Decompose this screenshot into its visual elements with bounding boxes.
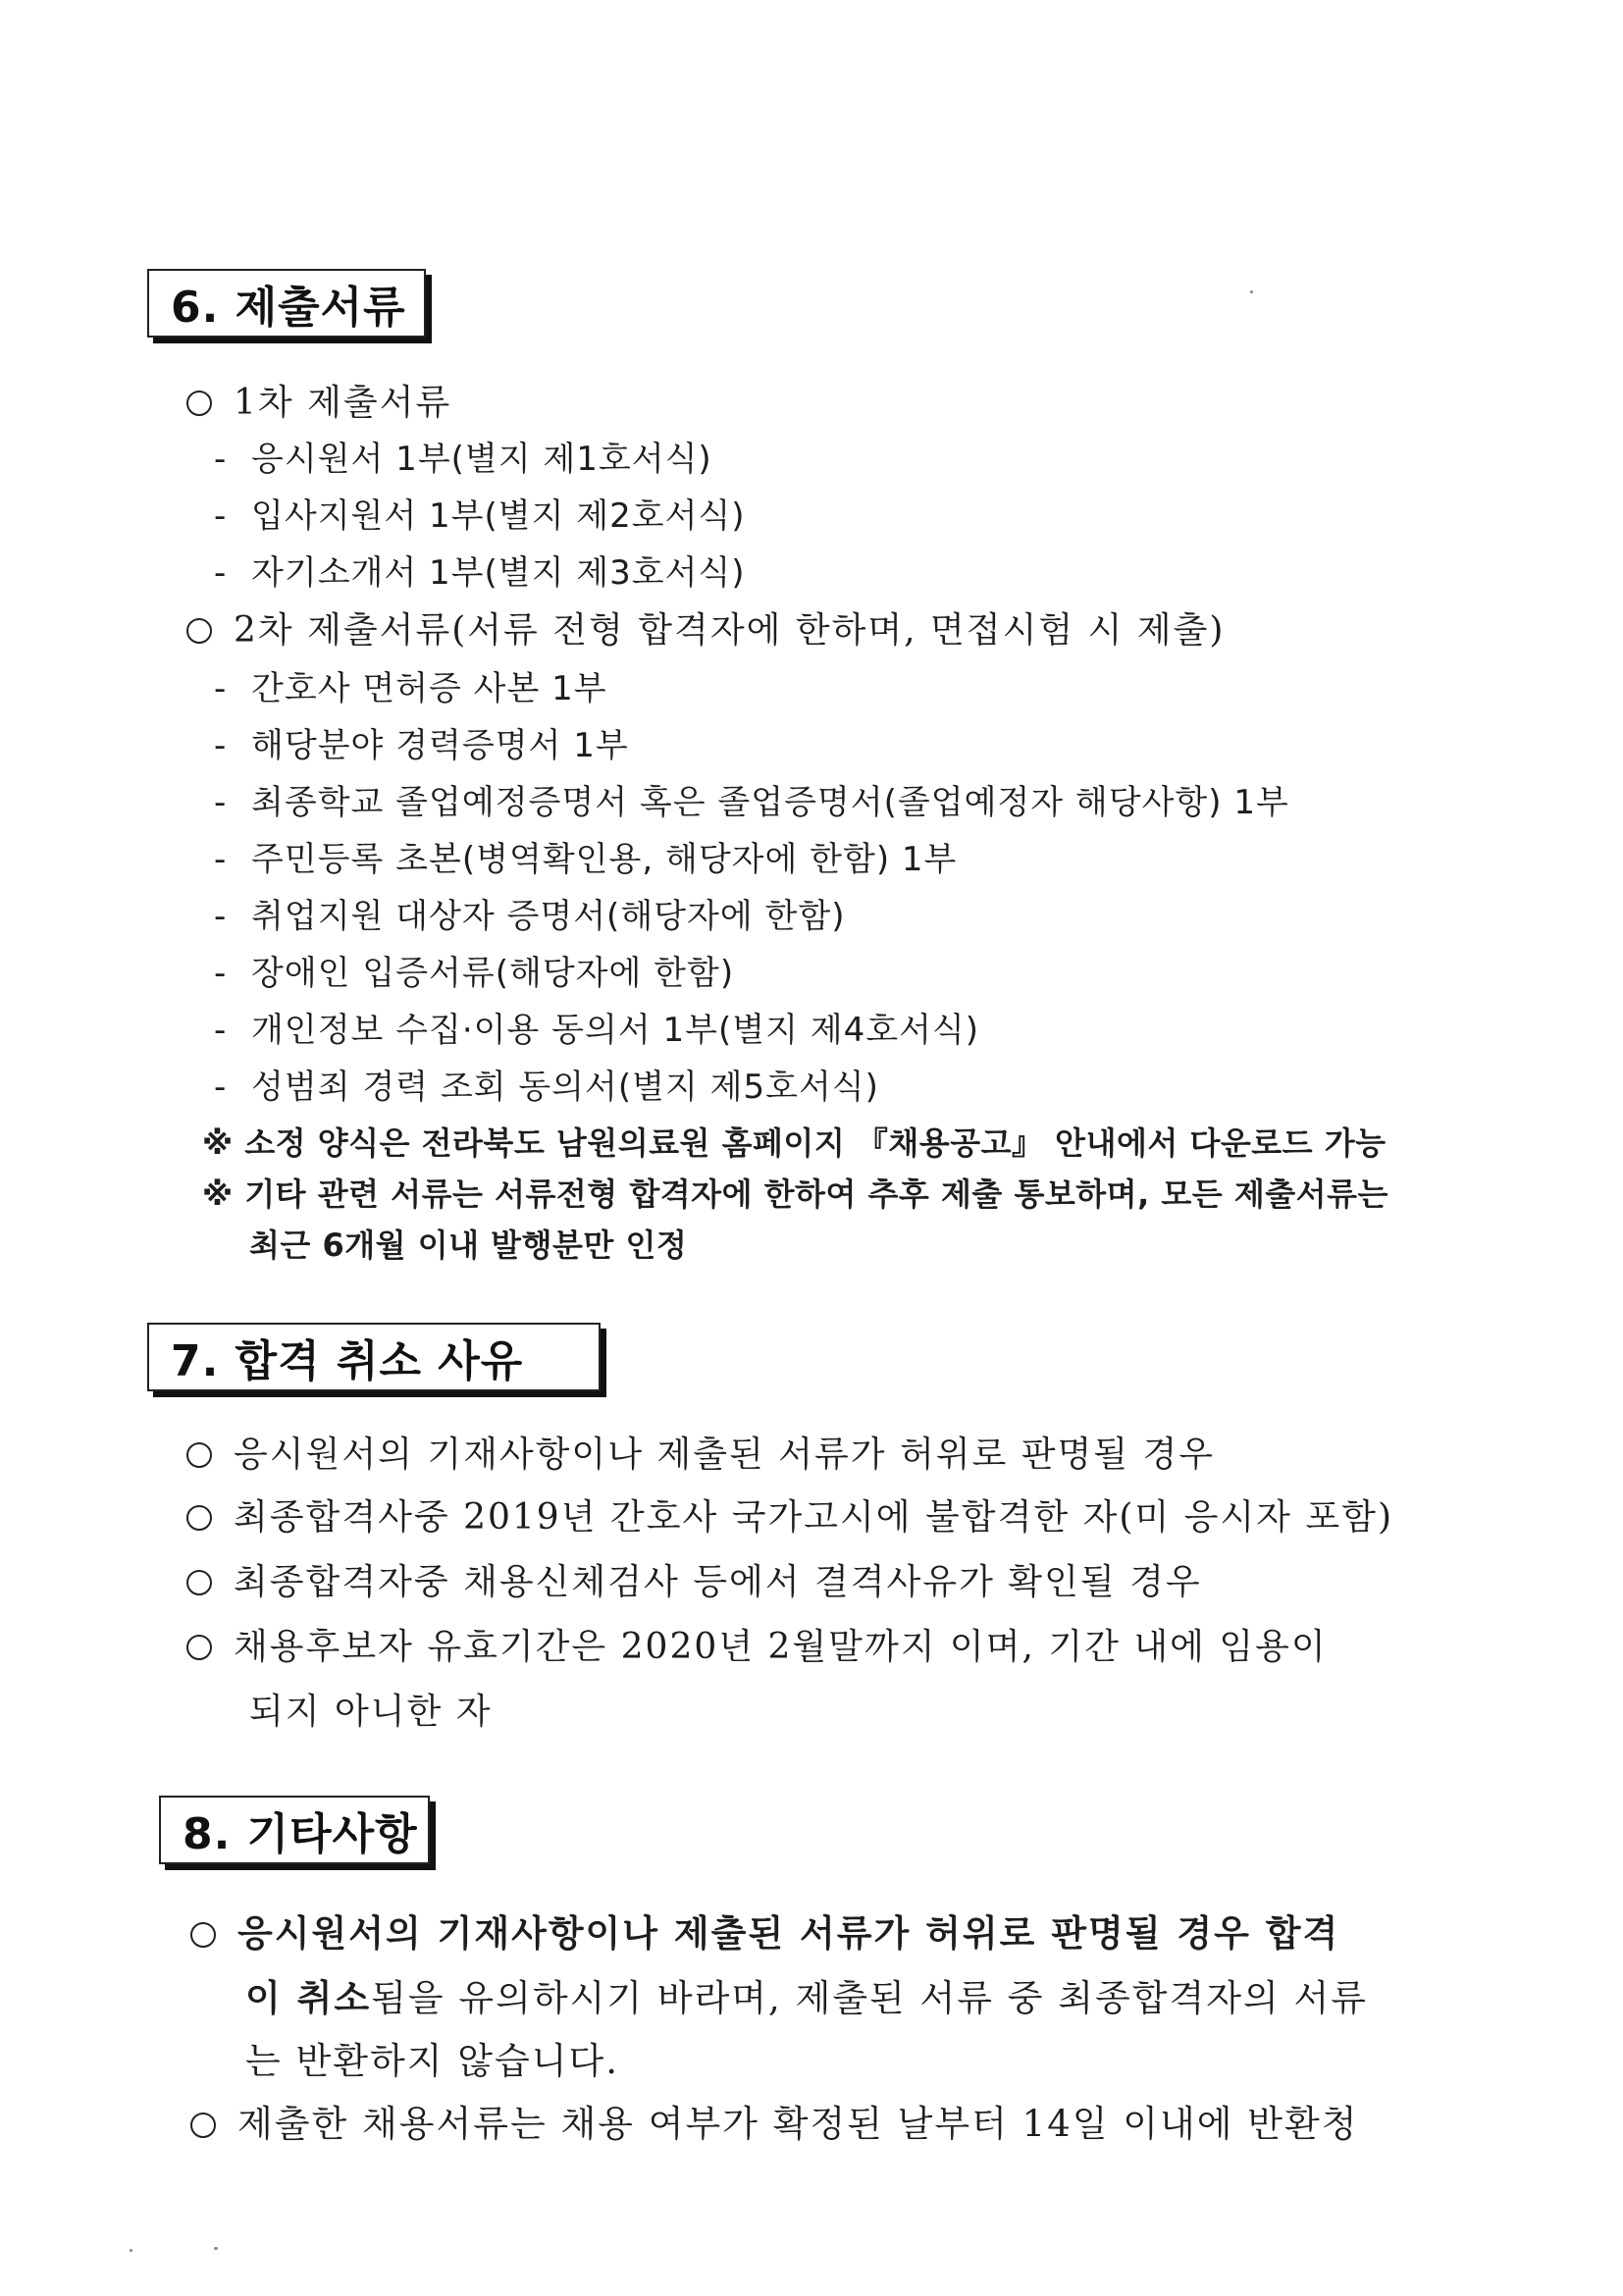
s8-para-1-line-2: 이 취소됨을 유의하시기 바라며, 제출된 서류 중 최종합격자의 서류: [245, 1976, 1369, 2019]
section-7-header: [147, 1323, 601, 1391]
circle-bullet-icon: [190, 1922, 216, 1948]
s8-para-1-line-3: 는 반환하지 않습니다.: [245, 2040, 619, 2082]
s7-item: 채용후보자 유효기간은 2020년 2월말까지 이며, 기간 내에 임용이: [186, 1619, 1328, 1669]
s7-item: 최종합격사중 2019년 간호사 국가고시에 불합격한 자(미 응시자 포함): [186, 1489, 1393, 1539]
s6-second-item: - 해당분야 경력증명서 1부: [214, 726, 629, 765]
scan-speck: [130, 2249, 132, 2252]
circle-bullet-icon: [186, 1505, 212, 1531]
section-8-header: [159, 1796, 430, 1864]
s6-second-item: - 간호사 면허증 사본 1부: [214, 669, 607, 708]
s6-first-item: - 자기소개서 1부(별지 제3호서식): [214, 553, 746, 593]
section-6-header: [147, 269, 426, 338]
circle-bullet-icon: [186, 1635, 212, 1660]
circle-bullet-icon: [186, 1442, 212, 1468]
s6-first-item: - 입사지원서 1부(별지 제2호서식): [214, 496, 746, 536]
s6-note-2-cont: 최근 6개월 이내 발행분만 인정: [249, 1226, 688, 1264]
circle-bullet-icon: [186, 618, 212, 644]
s6-note-2: ※ 기타 관련 서류는 서류전형 합격자에 한하여 추후 제출 통보하며, 모든 제출서류는: [202, 1175, 1388, 1213]
s6-first-heading: 1차 제출서류: [186, 375, 451, 425]
s6-note-1: ※ 소정 양식은 전라북도 남원의료원 홈페이지 『채용공고』 안내에서 다운로드 가능: [202, 1124, 1387, 1162]
s7-item-cont: 되지 아니한 자: [249, 1692, 493, 1732]
section-8-title: 8. 기타사항: [183, 1809, 418, 1859]
s6-second-item: - 개인정보 수집·이용 동의서 1부(별지 제4호서식): [214, 1011, 980, 1050]
s6-second-item: - 최종학교 졸업예정증명서 혹은 졸업증명서(졸업예정자 해당사항) 1부: [214, 783, 1289, 822]
circle-bullet-icon: [186, 1570, 212, 1595]
scan-speck: [1250, 290, 1253, 293]
scan-speck: [214, 2247, 218, 2250]
s6-second-item: - 장애인 입증서류(해당자에 한함): [214, 954, 735, 993]
section-7-title: 7. 합격 취소 사유: [171, 1336, 524, 1386]
s6-first-item: - 응시원서 1부(별지 제1호서식): [214, 440, 712, 479]
s7-item: 응시원서의 기재사항이나 제출된 서류가 허위로 판명될 경우: [186, 1427, 1215, 1477]
s8-para-1-line-1: 응시원서의 기재사항이나 제출된 서류가 허위로 판명될 경우 합격: [190, 1904, 1339, 1957]
s6-second-item: - 성범죄 경력 조회 동의서(별지 제5호서식): [214, 1068, 879, 1107]
s6-second-item: - 취업지원 대상자 증명서(해당자에 한함): [214, 897, 846, 936]
s7-item: 최종합격자중 채용신체검사 등에서 결격사유가 확인될 경우: [186, 1554, 1202, 1604]
s6-second-heading: 2차 제출서류(서류 전형 합격자에 한하며, 면접시험 시 제출): [186, 602, 1225, 652]
s6-second-item: - 주민등록 초본(병역확인용, 해당자에 한함) 1부: [214, 840, 958, 879]
s8-para-2: 제출한 채용서류는 채용 여부가 확정된 날부터 14일 이내에 반환청: [190, 2094, 1358, 2147]
section-6-title: 6. 제출서류: [171, 283, 406, 333]
circle-bullet-icon: [190, 2113, 216, 2138]
circle-bullet-icon: [186, 391, 212, 416]
